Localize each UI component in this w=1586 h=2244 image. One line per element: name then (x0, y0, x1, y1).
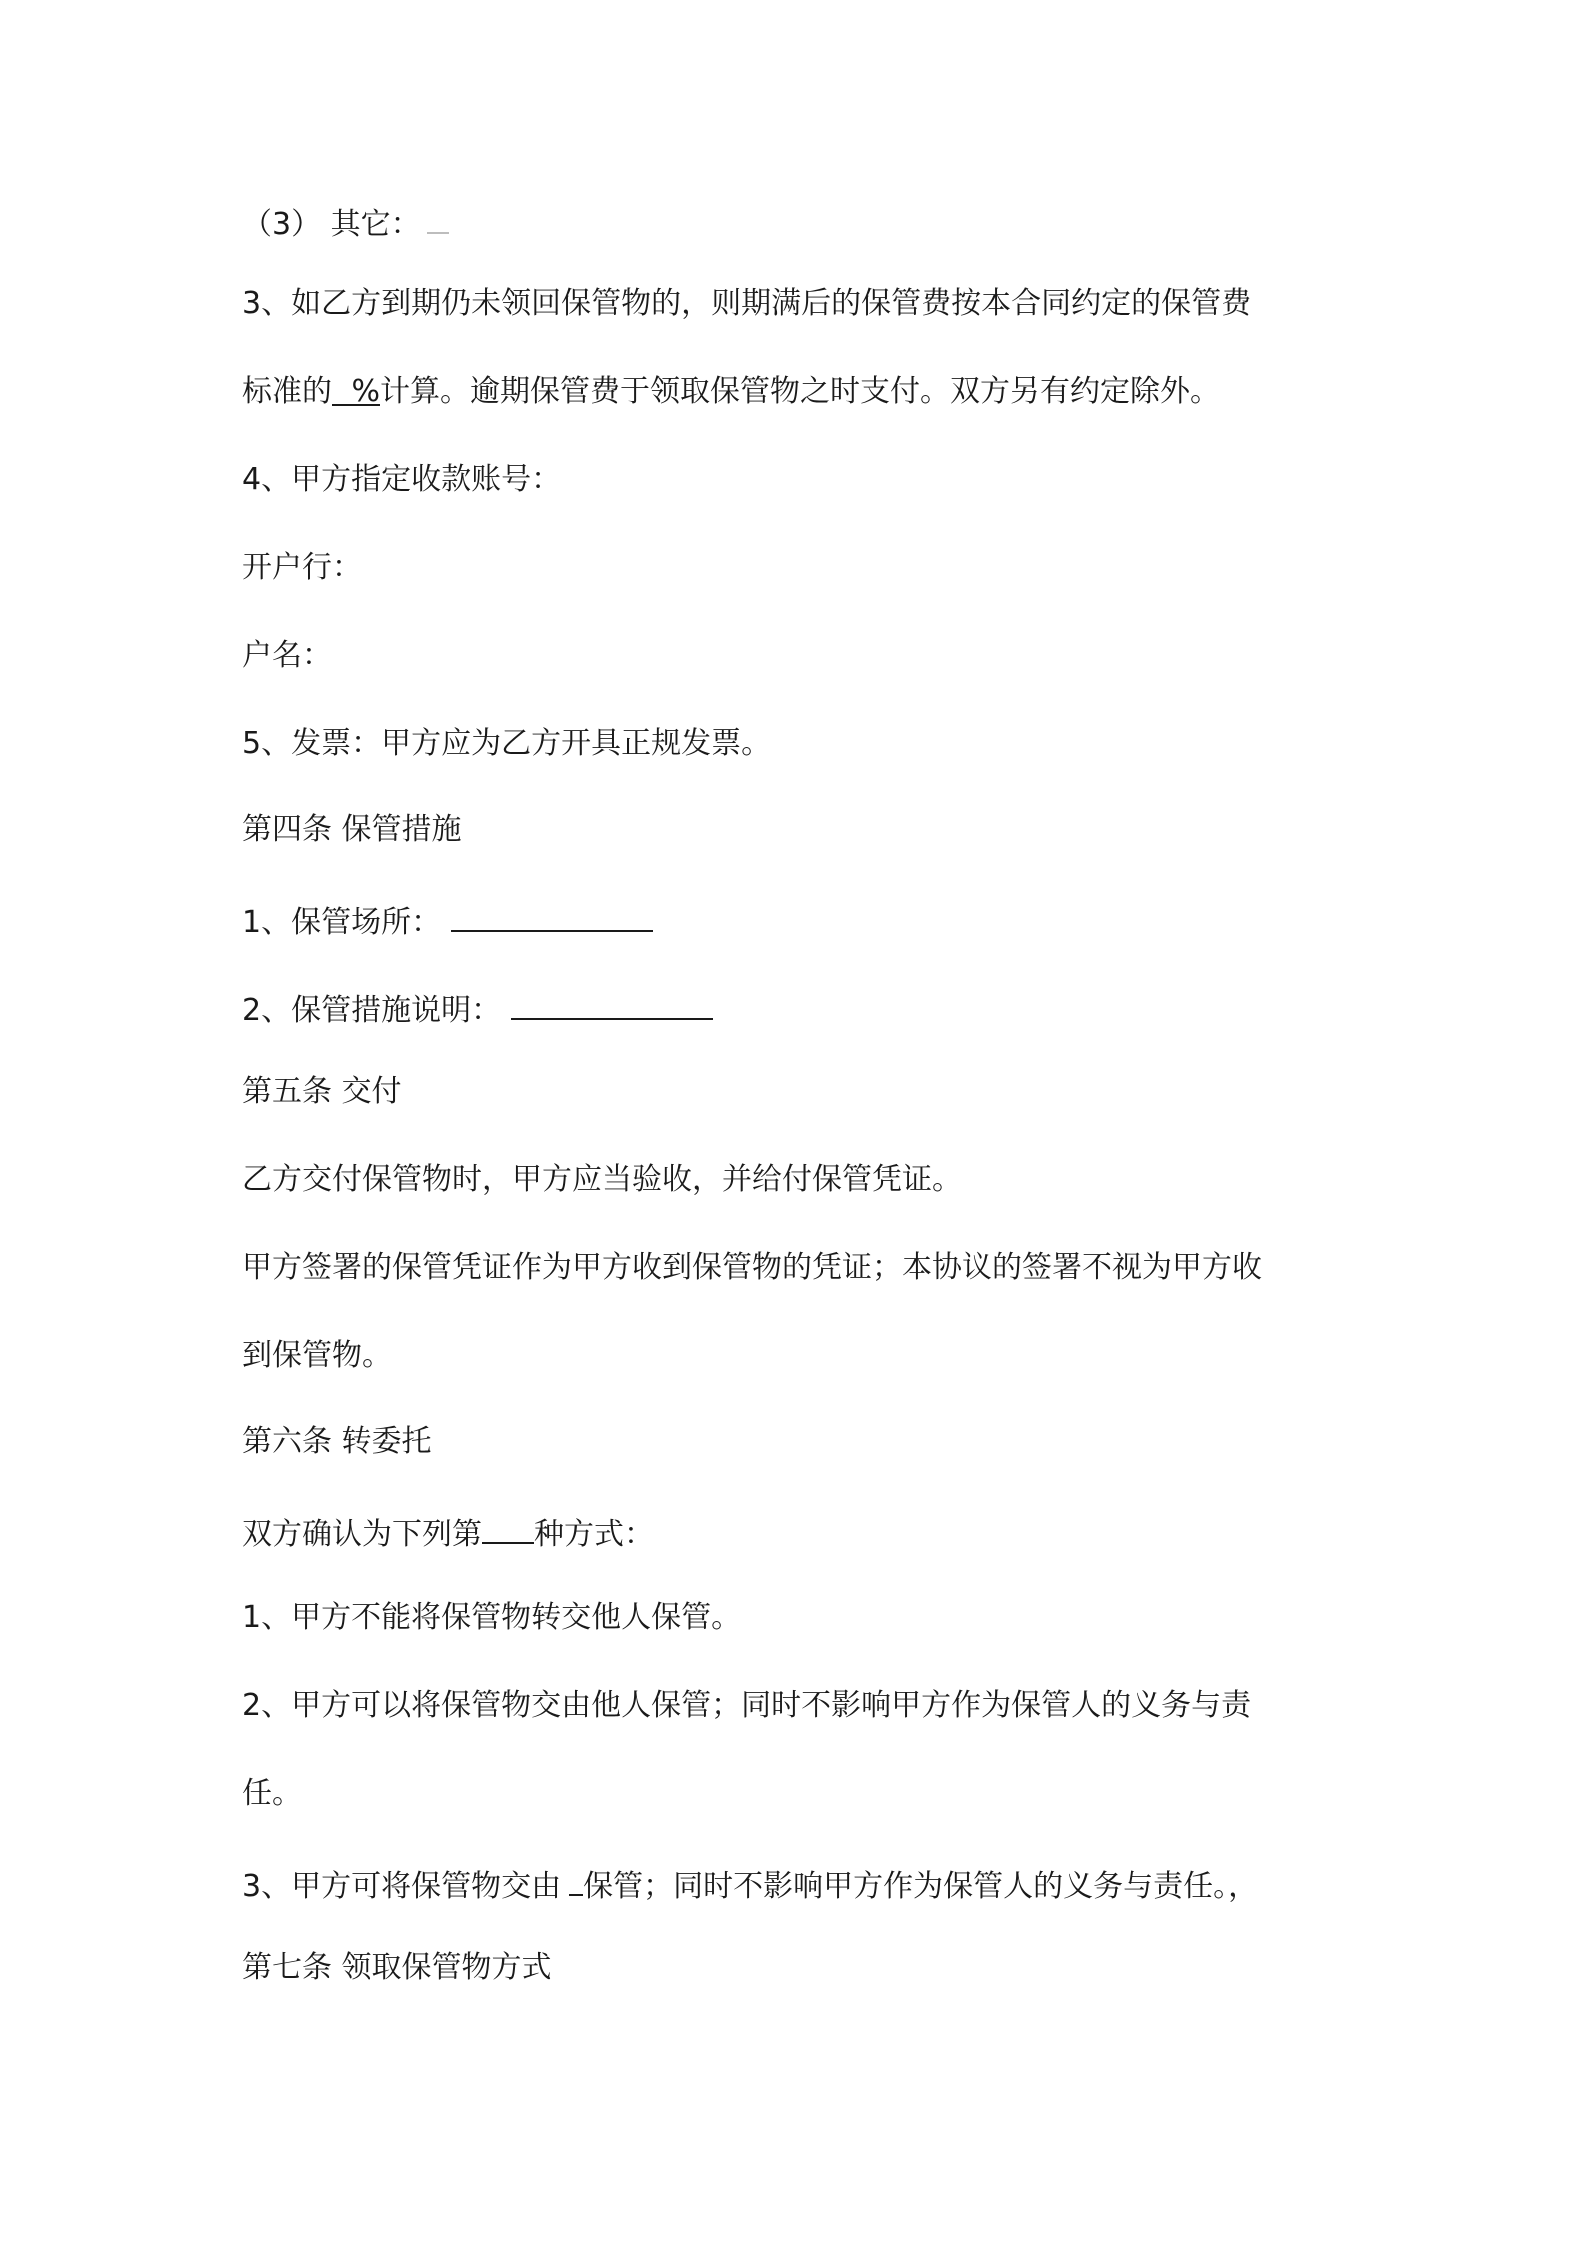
receipt-clause-line-2: 到保管物。 (242, 1338, 392, 1373)
option-3 (242, 1862, 1258, 1907)
bank-label: 开户行： (242, 550, 362, 585)
article-6-heading: 第六条 转委托 (242, 1424, 432, 1459)
storage-measures-label: 2、保管措施说明： (242, 993, 502, 1028)
overdue-fee-line-2 (242, 372, 1220, 412)
receipt-clause-line-1: 甲方签署的保管凭证作为甲方收到保管物的凭证；本协议的签署不视为甲方收 (242, 1250, 1262, 1285)
method-choice-line (242, 1510, 654, 1555)
overdue-fee-line-1: 3、如乙方到期仍未领回保管物的，则期满后的保管费按本合同约定的保管费 (242, 286, 1252, 321)
option-2-line-2: 任。 (242, 1776, 302, 1811)
option-1: 1、甲方不能将保管物转交他人保管。 (242, 1600, 742, 1635)
account-heading: 4、甲方指定收款账号： (242, 462, 562, 497)
method-number-blank[interactable] (482, 1510, 534, 1544)
method-choice-suffix: 种方式： (534, 1517, 654, 1552)
clause-3-other-text: （3） 其它： (242, 207, 421, 242)
invoice-clause: 5、发票：甲方应为乙方开具正规发票。 (242, 726, 772, 761)
storage-measures-line (242, 986, 713, 1031)
clause-3-other (242, 200, 449, 245)
percent-blank[interactable] (332, 372, 380, 409)
option-3-prefix: 3、甲方可将保管物交由 (242, 1869, 562, 1904)
article-5-heading: 第五条 交付 (242, 1074, 402, 1109)
account-name-label: 户名： (242, 638, 332, 673)
other-blank[interactable] (427, 200, 449, 234)
option-2-line-1: 2、甲方可以将保管物交由他人保管；同时不影响甲方作为保管人的义务与责 (242, 1688, 1252, 1723)
method-choice-prefix: 双方确认为下列第 (242, 1517, 482, 1552)
overdue-fee-suffix: 计算。逾期保管费于领取保管物之时支付。双方另有约定除外。 (380, 374, 1220, 409)
third-party-blank[interactable] (569, 1862, 583, 1896)
article-7-heading: 第七条 领取保管物方式 (242, 1950, 552, 1985)
article-4-heading: 第四条 保管措施 (242, 812, 462, 847)
option-3-suffix: 保管；同时不影响甲方作为保管人的义务与责任。， (583, 1869, 1259, 1904)
delivery-clause: 乙方交付保管物时，甲方应当验收，并给付保管凭证。 (242, 1162, 962, 1197)
storage-location-label: 1、保管场所： (242, 905, 442, 940)
storage-location-line (242, 898, 653, 943)
storage-measures-blank[interactable] (511, 986, 713, 1020)
storage-location-blank[interactable] (451, 898, 653, 932)
overdue-fee-prefix: 标准的 (242, 374, 332, 409)
percent-sign: % (351, 374, 380, 409)
